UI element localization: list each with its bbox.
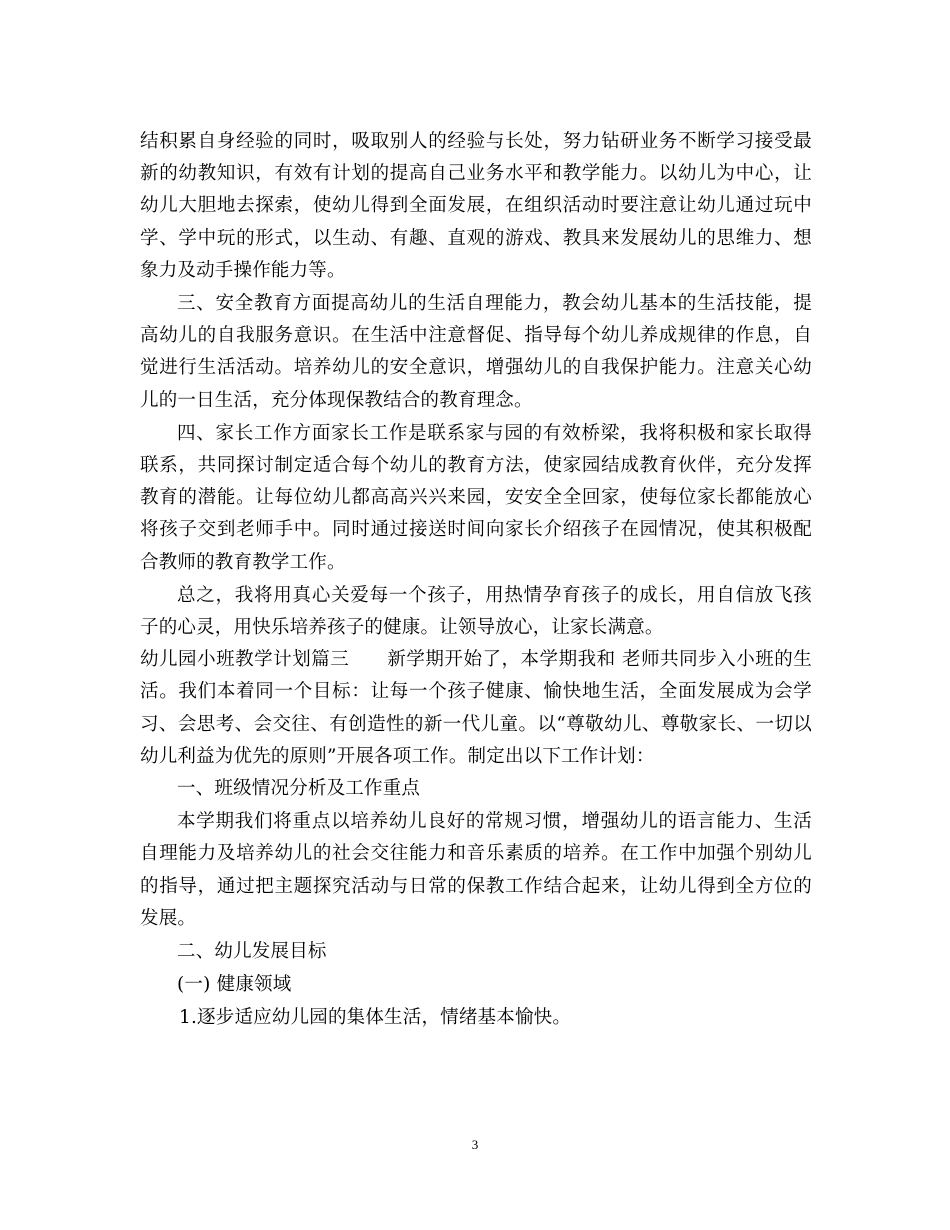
paragraph-parent-work: 四、家长工作方面家长工作是联系家与园的有效桥梁，我将积极和家长取得联系，共同探讨制定适合每个幼儿的教育方法，使家园结成教育伙伴，充分发挥教育的潜能。让每位幼儿都高高兴兴来园，安安全全回家，使每位家长都能放心将孩子交到老师手中。同时通过接送时间向家长介绍孩子在园情况，使其积极配合教师的教育教学工作。 [140,422,812,573]
paragraph-conclusion: 总之，我将用真心关爱每一个孩子，用热情孕育孩子的成长，用自信放飞孩子的心灵，用快乐培养孩子的健康。让领导放心，让家长满意。 [140,584,812,639]
paragraph-experience: 结积累自身经验的同时，吸取别人的经验与长处，努力钻研业务不断学习接受最新的幼教知识，有效有计划的提高自己业务水平和教学能力。以幼儿为中心，让幼儿大胆地去探索，使幼儿得到全面发展，在组织活动时要注意让幼儿通过玩中学、学中玩的形式，以生动、有趣、直观的游戏、教具来发展幼儿的思维力、想象力及动手操作能力等。 [140,131,812,281]
heading-development-goals: 二、幼儿发展目标 [177,941,327,963]
paragraph-safety-education: 三、安全教育方面提高幼儿的生活自理能力，教会幼儿基本的生活技能，提高幼儿的自我服务意识。在生活中注意督促、指导每个幼儿养成规律的作息，自觉进行生活活动。培养幼儿的安全意识，增强幼儿的自我保护能力。注意关心幼儿的一日生活，充分体现保教结合的教育理念。 [140,293,812,411]
paragraph-semester-focus: 本学期我们将重点以培养幼儿良好的常规习惯，增强幼儿的语言能力、生活自理能力及培养幼儿的社会交往能力和音乐素质的培养。在工作中加强个别幼儿的指导，通过把主题探究活动与日常的保教工作结合起来，让幼儿得到全方位的发展。 [140,811,812,929]
paragraph-plan-three: 幼儿园小班教学计划篇三 新学期开始了，本学期我和 老师共同步入小班的生活。我们本着同一个目标：让每一个孩子健康、愉快地生活，全面发展成为会学习、会思考、会交往、有创造性的新一代儿童。以“尊敬幼儿、尊敬家长、一切以幼儿利益为优先的原则”开展各项工作。制定出以下工作计划： [140,649,812,767]
document-body [140,126,812,1035]
list-item-adapt: 1.逐步适应幼儿园的集体生活，情绪基本愉快。 [179,1007,572,1029]
page-number: 3 [471,1137,479,1152]
heading-class-analysis: 一、班级情况分析及工作重点 [177,778,421,800]
heading-health-domain: (一) 健康领域 [177,974,292,996]
